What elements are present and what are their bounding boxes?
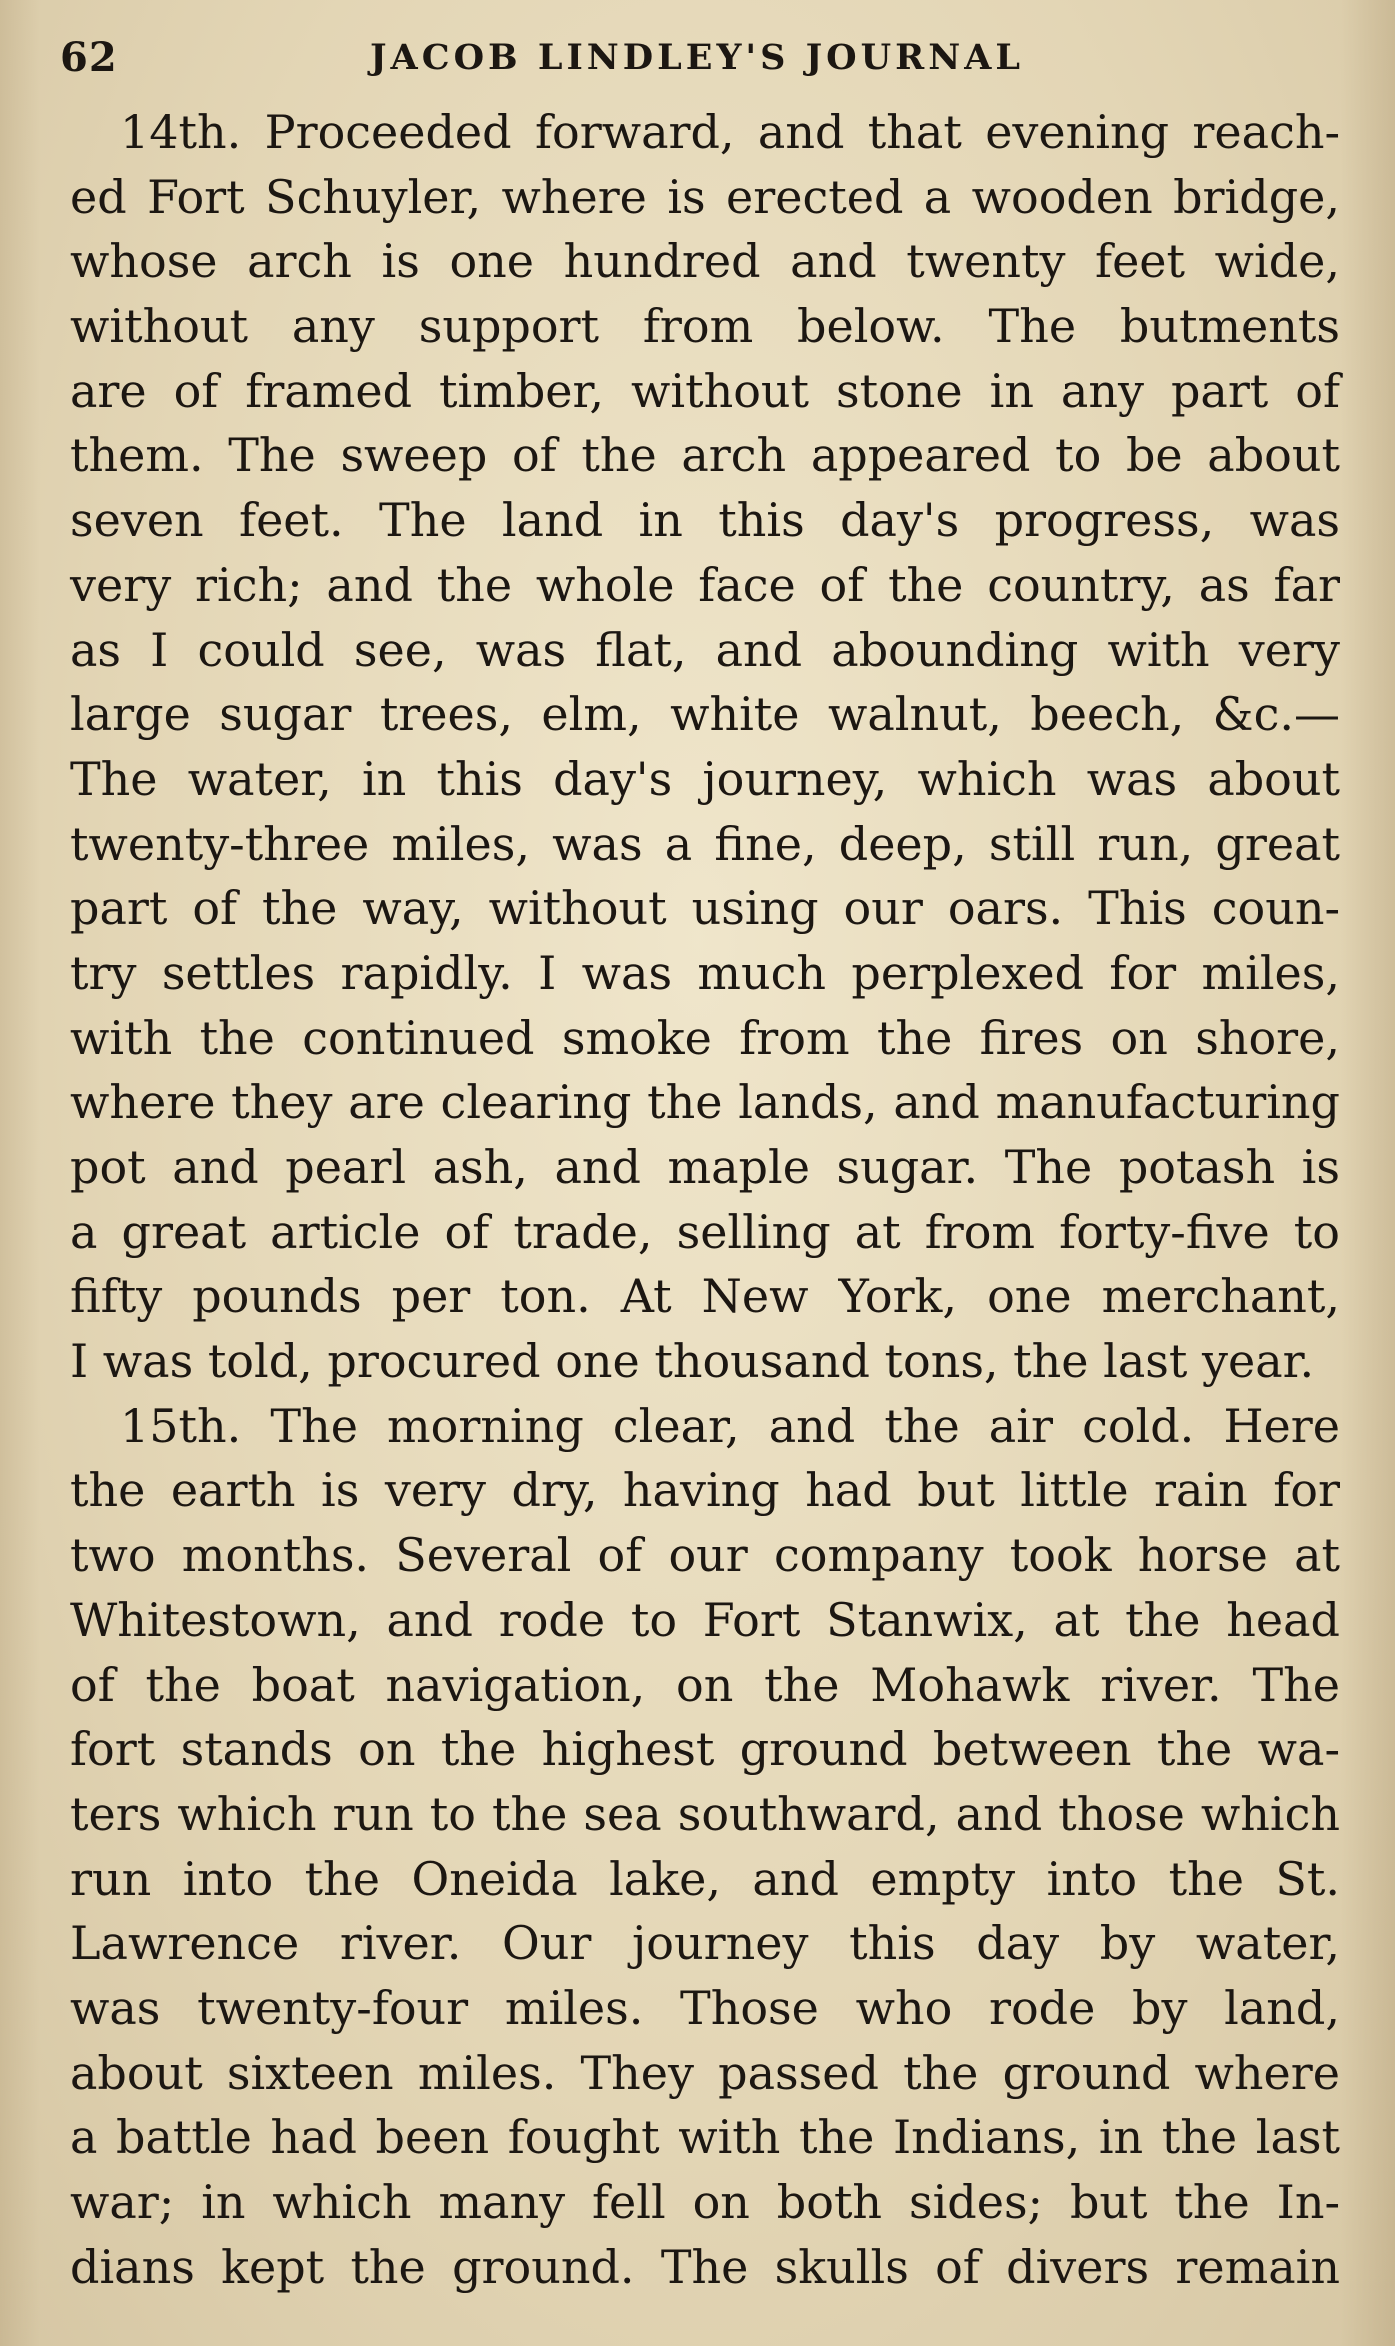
text-line: of the boat navigation, on the Mohawk river. The bbox=[70, 1657, 1340, 1712]
text-line: fort stands on the highest ground between the wa- bbox=[70, 1722, 1340, 1777]
text-line: whose arch is one hundred and twenty feet wide, bbox=[70, 234, 1340, 289]
text-line: Whitestown, and rode to Fort Stanwix, at the head bbox=[70, 1592, 1340, 1647]
text-line: without any support from below. The butments bbox=[70, 299, 1340, 354]
text-line: was twenty-four miles. Those who rode by land, bbox=[70, 1980, 1340, 2035]
text-line: try settles rapidly. I was much perplexed for miles, bbox=[70, 945, 1340, 1000]
text-line: about sixteen miles. They passed the ground where bbox=[70, 2045, 1340, 2100]
text-line: the earth is very dry, having had but little rain for bbox=[70, 1463, 1340, 1518]
text-line: a battle had been fought with the Indians, in the last bbox=[70, 2110, 1340, 2165]
text-line: dians kept the ground. The skulls of divers remain bbox=[70, 2239, 1340, 2294]
text-line: very rich; and the whole face of the country, as far bbox=[70, 557, 1340, 612]
text-line: pot and pearl ash, and maple sugar. The potash is bbox=[70, 1140, 1340, 1194]
text-line: ed Fort Schuyler, where is erected a wooden bridge, bbox=[70, 169, 1340, 224]
text-line: twenty-three miles, was a fine, deep, still run, great bbox=[70, 816, 1340, 871]
running-head bbox=[60, 28, 1370, 88]
text-line: run into the Oneida lake, and empty into the St. bbox=[70, 1851, 1340, 1906]
text-line: two months. Several of our company took horse at bbox=[70, 1528, 1340, 1583]
text-line: large sugar trees, elm, white walnut, beech, &c.— bbox=[70, 687, 1340, 742]
text-line: 14th. Proceeded forward, and that evening reach- bbox=[120, 105, 1340, 159]
text-line: fifty pounds per ton. At New York, one merchant, bbox=[70, 1269, 1340, 1324]
text-line: seven feet. The land in this day's progress, was bbox=[70, 493, 1340, 548]
text-line: 15th. The morning clear, and the air cold. Here bbox=[120, 1398, 1340, 1453]
text-line: war; in which many fell on both sides; but the In- bbox=[70, 2175, 1340, 2229]
text-line: them. The sweep of the arch appeared to be about bbox=[70, 428, 1340, 483]
running-title: JACOB LINDLEY'S JOURNAL bbox=[370, 37, 1025, 78]
text-line: part of the way, without using our oars. This coun- bbox=[70, 881, 1340, 936]
text-line: where they are clearing the lands, and manufacturing bbox=[70, 1075, 1340, 1130]
text-line: with the continued smoke from the fires on shore, bbox=[70, 1010, 1340, 1065]
text-line: Lawrence river. Our journey this day by water, bbox=[70, 1916, 1340, 1971]
text-line: I was told, procured one thousand tons, the last year. bbox=[70, 1334, 1315, 1389]
text-line: a great article of trade, selling at from forty-five to bbox=[70, 1204, 1340, 1259]
text-line: The water, in this day's journey, which was about bbox=[70, 751, 1340, 806]
text-line: ters which run to the sea southward, and those which bbox=[70, 1786, 1340, 1841]
page-number: 62 bbox=[60, 34, 118, 81]
text-line: as I could see, was flat, and abounding with very bbox=[70, 622, 1340, 677]
journal-text bbox=[70, 100, 1340, 2299]
text-line: are of framed timber, without stone in any part of bbox=[70, 363, 1340, 418]
